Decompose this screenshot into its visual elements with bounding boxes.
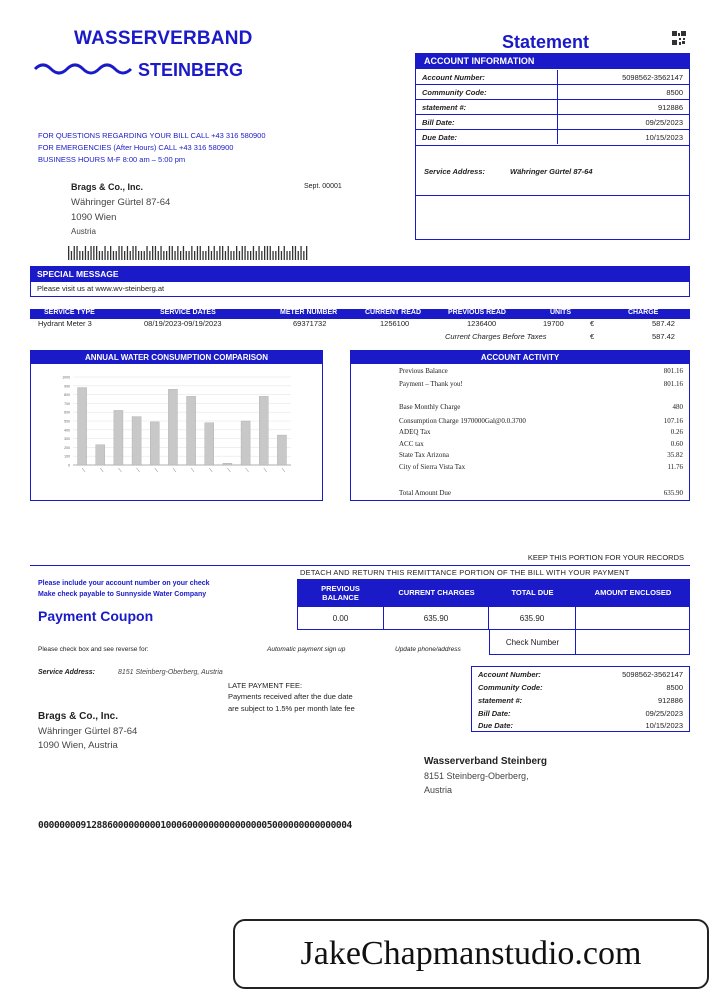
y-tick-label: 1000: [62, 375, 70, 380]
y-tick-label: 300: [64, 437, 70, 442]
info-label: Due Date:: [422, 132, 458, 142]
barcode-bar: [177, 246, 178, 260]
hdr-total-due: TOTAL DUE: [489, 579, 576, 606]
activity-label: State Tax Arizona: [399, 451, 449, 459]
barcode-bar: [239, 251, 240, 260]
col-current-read: CURRENT READ: [365, 309, 421, 316]
barcode-bar: [281, 251, 282, 260]
activity-value: 480: [672, 403, 683, 411]
info-row: [416, 130, 689, 144]
coupon-service-address-value: 8151 Steinberg-Oberberg, Austria: [118, 669, 223, 676]
barcode-bar: [228, 246, 229, 260]
bar: [168, 389, 177, 465]
y-tick-label: 200: [64, 445, 70, 450]
charges-currency: €: [590, 332, 595, 341]
info-label: statement #:: [478, 695, 523, 705]
barcode-bar: [144, 251, 145, 260]
x-tick-mark: [246, 468, 249, 472]
barcode-bar: [267, 246, 268, 260]
barcode-bar: [230, 251, 231, 260]
barcode-bar: [306, 246, 307, 260]
col-units: UNITS: [550, 309, 571, 316]
cell-current-read: 1256100: [380, 319, 410, 328]
barcode-bar: [303, 251, 304, 260]
bar: [259, 396, 268, 465]
cell-units: 19700: [543, 319, 564, 328]
coupon-account-box: [471, 666, 690, 732]
activity-header: ACCOUNT ACTIVITY: [351, 351, 689, 364]
barcode-bar: [250, 251, 251, 260]
info-row: [416, 85, 689, 99]
detach-line: [30, 565, 690, 566]
hdr-current-charges: CURRENT CHARGES: [384, 579, 489, 606]
coupon-customer-city: 1090 Wien, Austria: [38, 740, 118, 751]
barcode-bar: [166, 251, 167, 260]
late-fee-title: LATE PAYMENT FEE:: [228, 681, 303, 690]
account-info-header: ACCOUNT INFORMATION: [416, 54, 689, 69]
contact-emergencies: FOR EMERGENCIES (After Hours) CALL +43 316 580900: [38, 143, 234, 152]
barcode-bar: [258, 246, 259, 260]
late-fee-text-2: are subject to 1.5% per month late fee: [228, 704, 355, 713]
contact-questions: FOR QUESTIONS REGARDING YOUR BILL CALL +43 316 580900: [38, 131, 266, 140]
y-tick-label: 0: [68, 463, 70, 468]
activity-label: ACC tax: [399, 440, 424, 448]
barcode-bar: [278, 246, 279, 260]
activity-value: 801.16: [663, 380, 683, 388]
x-tick-mark: [191, 468, 194, 472]
coupon-note-2: Make check payable to Sunnyside Water Company: [38, 591, 207, 598]
barcode-bar: [110, 246, 111, 260]
special-message-text: Please visit us at www.wv-steinberg.at: [37, 284, 165, 293]
barcode-bar: [256, 251, 257, 260]
info-row: [472, 668, 689, 680]
barcode-bar: [186, 251, 187, 260]
barcode-bar: [74, 246, 75, 260]
barcode-bar: [289, 251, 290, 260]
barcode-bar: [102, 251, 103, 260]
info-label: Account Number:: [422, 72, 485, 82]
cell-service-type: Hydrant Meter 3: [38, 319, 92, 328]
info-row: [416, 100, 689, 114]
info-row: [416, 115, 689, 129]
bar: [223, 463, 232, 465]
barcode-bar: [253, 246, 254, 260]
cell-previous-read: 1236400: [467, 319, 497, 328]
barcode-bar: [183, 246, 184, 260]
barcode-bar: [180, 251, 181, 260]
x-tick-mark: [155, 468, 158, 472]
payee-street: 8151 Steinberg-Oberberg,: [424, 771, 529, 781]
divider: [416, 145, 689, 146]
barcode-bar: [118, 246, 119, 260]
barcode-bar: [205, 251, 206, 260]
charges-before-taxes-label: Current Charges Before Taxes: [445, 332, 547, 341]
y-tick-label: 100: [64, 454, 70, 459]
payee-country: Austria: [424, 785, 453, 795]
customer-country: Austria: [71, 227, 96, 236]
y-tick-label: 900: [64, 384, 70, 389]
info-label: Due Date:: [478, 720, 514, 730]
barcode-bar: [138, 251, 139, 260]
barcode-bar: [163, 251, 164, 260]
barcode-bar: [158, 251, 159, 260]
barcode-bar: [152, 246, 153, 260]
barcode-bar: [174, 251, 175, 260]
barcode-bar: [292, 246, 293, 260]
barcode-bar: [247, 251, 248, 260]
info-value: 912886: [657, 695, 683, 705]
service-address-label: Service Address:: [424, 167, 486, 176]
late-fee-text-1: Payments received after the due date: [228, 692, 353, 701]
barcode-bar: [93, 246, 94, 260]
micr-line: 00000000912886000000000100060000000000000005000000000000004: [38, 820, 352, 831]
y-tick-label: 600: [64, 410, 70, 415]
info-value: 09/25/2023: [645, 708, 683, 718]
barcode-bar: [298, 251, 299, 260]
barcode-bar: [202, 251, 203, 260]
logo-line2: STEINBERG: [138, 60, 244, 80]
barcode-bar: [172, 246, 173, 260]
amount-enclosed-field[interactable]: [576, 606, 690, 630]
activity-label: Previous Balance: [399, 367, 448, 375]
activity-value: 11.76: [667, 463, 683, 471]
barcode-bar: [68, 246, 69, 260]
x-tick-mark: [264, 468, 267, 472]
activity-box: [350, 350, 690, 501]
bar: [150, 422, 159, 465]
col-charge: CHARGE: [628, 309, 659, 316]
barcode-bar: [191, 246, 192, 260]
activity-value: 35.82: [667, 451, 683, 459]
barcode-bar: [124, 251, 125, 260]
col-previous-read: PREVIOUS READ: [448, 309, 506, 316]
col-service-dates: SERVICE DATES: [160, 309, 216, 316]
y-tick-label: 500: [64, 419, 70, 424]
special-message-header: SPECIAL MESSAGE: [31, 267, 689, 282]
barcode-bar: [107, 251, 108, 260]
total-due-value: 635.90: [663, 489, 683, 497]
info-row: [472, 719, 689, 731]
divider: [416, 195, 689, 196]
checkbox-note: Please check box and see reverse for:: [38, 646, 149, 653]
info-value: 912886: [557, 100, 689, 114]
cell-charge: 587.42: [652, 319, 675, 328]
info-label: statement #:: [422, 102, 467, 112]
statement-title: Statement: [502, 32, 590, 52]
service-row: [30, 319, 690, 330]
contact-hours: BUSINESS HOURS M-F 8:00 am – 5:00 pm: [38, 155, 186, 164]
customer-name: Brags & Co., Inc.: [71, 182, 144, 192]
x-tick-mark: [118, 468, 121, 472]
service-table-header: [30, 309, 690, 319]
barcode-bar: [219, 246, 220, 260]
y-tick-label: 700: [64, 401, 70, 406]
barcode-bar: [146, 246, 147, 260]
activity-value: 0.26: [670, 428, 683, 436]
wave-icon: [33, 60, 133, 78]
activity-label: Payment – Thank you!: [399, 380, 463, 388]
barcode-bar: [71, 251, 72, 260]
barcode-bar: [264, 246, 265, 260]
val-previous-balance: 0.00: [297, 606, 384, 630]
info-value: 8500: [557, 85, 689, 99]
service-address-value: Währinger Gürtel 87-64: [510, 167, 593, 176]
bar: [132, 417, 141, 465]
keep-portion-text: KEEP THIS PORTION FOR YOUR RECORDS: [527, 553, 684, 562]
info-label: Bill Date:: [478, 708, 511, 718]
bar: [205, 423, 214, 465]
barcode-bar: [169, 246, 170, 260]
charges-before-taxes-value: 587.42: [652, 332, 675, 341]
barcode-bar: [225, 251, 226, 260]
barcode-bar: [261, 251, 262, 260]
barcode-bar: [90, 246, 91, 260]
special-message-box: [30, 266, 690, 297]
barcode-bar: [188, 251, 189, 260]
info-value: 09/25/2023: [557, 115, 689, 129]
bar: [96, 445, 105, 465]
activity-value: 801.16: [663, 367, 683, 375]
consumption-header: ANNUAL WATER CONSUMPTION COMPARISON: [31, 351, 322, 364]
hdr-amount-enclosed: AMOUNT ENCLOSED: [576, 579, 690, 606]
info-row: [472, 707, 689, 719]
barcode-bar: [127, 246, 128, 260]
barcode-bar: [222, 246, 223, 260]
info-row: [416, 70, 689, 84]
customer-city: 1090 Wien: [71, 212, 117, 223]
barcode-bar: [88, 251, 89, 260]
barcode-bar: [216, 251, 217, 260]
y-tick-label: 800: [64, 393, 70, 398]
cell-currency: €: [590, 319, 595, 328]
barcode-bar: [130, 251, 131, 260]
info-label: Bill Date:: [422, 117, 455, 127]
barcode-bar: [284, 246, 285, 260]
info-value: 8500: [666, 682, 683, 692]
x-tick-mark: [137, 468, 140, 472]
val-total-due: 635.90: [489, 606, 576, 630]
coupon-customer-street: Währinger Gürtel 87-64: [38, 726, 138, 737]
qr-code-icon: [671, 30, 687, 46]
watermark-box: [233, 919, 709, 989]
customer-street: Währinger Gürtel 87-64: [71, 197, 171, 208]
barcode-bar: [300, 246, 301, 260]
postal-barcode: [68, 246, 313, 260]
barcode-bar: [200, 246, 201, 260]
x-tick-mark: [173, 468, 176, 472]
coupon-customer-name: Brags & Co., Inc.: [38, 711, 119, 722]
info-value: 10/15/2023: [645, 720, 683, 730]
hdr-previous-balance: PREVIOUS BALANCE: [297, 579, 384, 606]
bar: [241, 421, 250, 465]
barcode-bar: [99, 251, 100, 260]
x-tick-mark: [227, 468, 230, 472]
cell-meter-number: 69371732: [293, 319, 327, 328]
x-tick-mark: [209, 468, 212, 472]
activity-value: 0.60: [670, 440, 683, 448]
logo-line1: WASSERVERBAND: [74, 28, 253, 49]
activity-label: Consumption Charge 1970000Gal@0.0.3700: [399, 417, 526, 425]
coupon-note-1: Please include your account number on your check: [38, 580, 210, 587]
payment-coupon-title: Payment Coupon: [38, 608, 154, 624]
barcode-bar: [82, 251, 83, 260]
barcode-bar: [96, 246, 97, 260]
activity-value: 107.16: [663, 417, 683, 425]
info-value: 5098562-3562147: [557, 70, 689, 84]
barcode-bar: [121, 246, 122, 260]
info-label: Community Code:: [422, 87, 487, 97]
barcode-bar: [197, 246, 198, 260]
barcode-bar: [214, 246, 215, 260]
barcode-bar: [194, 251, 195, 260]
sept-code: Sept. 00001: [304, 183, 342, 190]
bar: [78, 388, 87, 465]
account-info-box: [415, 53, 690, 240]
total-due-label: Total Amount Due: [399, 489, 452, 497]
col-meter-number: METER NUMBER: [280, 309, 338, 316]
barcode-bar: [132, 246, 133, 260]
coupon-table: [297, 579, 690, 655]
barcode-bar: [295, 246, 296, 260]
info-row: [472, 681, 689, 693]
barcode-bar: [160, 246, 161, 260]
activity-label: City of Sierra Vista Tax: [399, 463, 466, 471]
x-tick-mark: [82, 468, 85, 472]
barcode-bar: [286, 251, 287, 260]
barcode-bar: [211, 251, 212, 260]
barcode-bar: [141, 251, 142, 260]
barcode-bar: [76, 246, 77, 260]
consumption-chart: [51, 371, 296, 483]
barcode-bar: [79, 251, 80, 260]
cell-service-dates: 08/19/2023-09/19/2023: [144, 319, 222, 328]
info-value: 5098562-3562147: [622, 669, 683, 679]
info-value: 10/15/2023: [557, 130, 689, 144]
barcode-bar: [85, 246, 86, 260]
consumption-box: [30, 350, 323, 501]
val-current-charges: 635.90: [384, 606, 489, 630]
coupon-service-address-label: Service Address:: [38, 669, 95, 676]
payee-name: Wasserverband Steinberg: [424, 756, 548, 767]
barcode-bar: [208, 246, 209, 260]
detach-text: DETACH AND RETURN THIS REMITTANCE PORTION OF THE BILL WITH YOUR PAYMENT: [300, 568, 630, 577]
barcode-bar: [113, 251, 114, 260]
barcode-bar: [149, 251, 150, 260]
barcode-bar: [236, 246, 237, 260]
barcode-bar: [135, 246, 136, 260]
bar: [277, 435, 286, 465]
barcode-bar: [275, 251, 276, 260]
y-tick-label: 400: [64, 428, 70, 433]
auto-pay-option[interactable]: Automatic payment sign up: [267, 646, 346, 653]
bar: [114, 410, 123, 465]
update-address-option[interactable]: Update phone/address: [395, 646, 461, 653]
barcode-bar: [104, 246, 105, 260]
barcode-bar: [244, 246, 245, 260]
barcode-bar: [242, 246, 243, 260]
x-tick-mark: [100, 468, 103, 472]
bar: [187, 396, 196, 465]
barcode-bar: [155, 246, 156, 260]
barcode-bar: [116, 251, 117, 260]
check-number-label: Check Number: [489, 630, 576, 655]
barcode-bar: [233, 251, 234, 260]
barcode-bar: [270, 246, 271, 260]
col-service-type: SERVICE TYPE: [44, 309, 95, 316]
info-label: Community Code:: [478, 682, 543, 692]
check-number-field[interactable]: [576, 630, 690, 655]
x-tick-mark: [282, 468, 285, 472]
info-row: [472, 694, 689, 706]
activity-label: ADEQ Tax: [399, 428, 431, 436]
watermark-text: JakeChapmanstudio.com: [300, 935, 642, 972]
info-label: Account Number:: [478, 669, 541, 679]
activity-label: Base Monthly Charge: [399, 403, 461, 411]
barcode-bar: [272, 251, 273, 260]
